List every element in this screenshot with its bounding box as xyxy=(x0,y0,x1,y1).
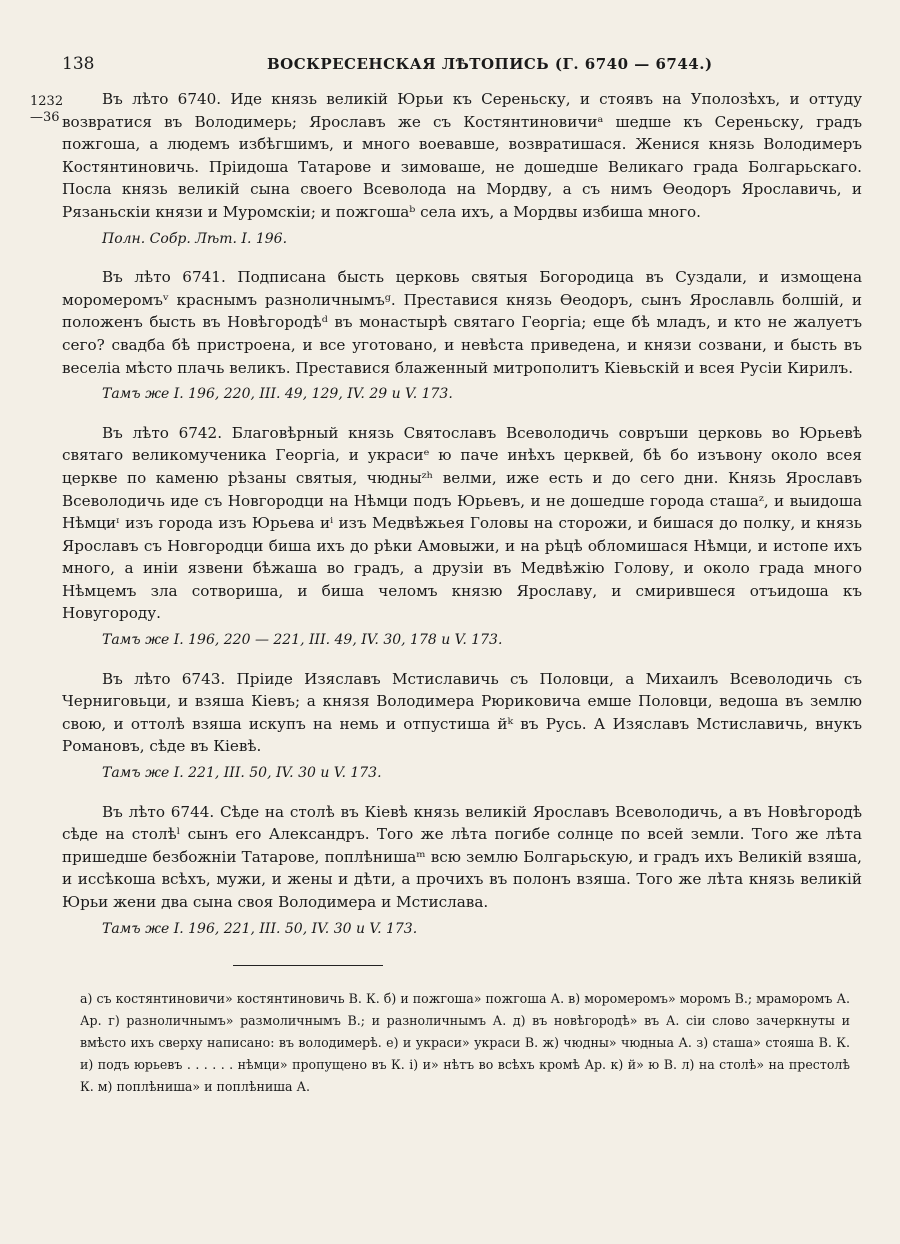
entry-6743 xyxy=(62,668,862,785)
entry-6744 xyxy=(62,801,862,941)
entry-text: Въ лѣто 6743. Пріиде Изяславъ Мстиславичь съ Половци, а Михаилъ Всеволодичь съ Черниговьци, и взяша Кіевъ; а князя Володимера Рюриковича емше Половци, ведоша въ землю свою, и оттолѣ взяша искупъ на немь и отпустиша йᵏ въ Русь. А Изяславъ Мстиславичь, внукъ Романовъ, сѣде въ Кіевѣ. xyxy=(62,669,862,756)
chronicle-text xyxy=(62,88,862,956)
footnote-text: а) съ костянтиновичи» костянтиновичь В. К. б) и пожгоша» пожгоша А. в) моромеромъ» моромъ В.; мраморомъ А. Ар. г) разноличнымъ» размоличнымъ В.; и разноличнымъ А. д) въ новѣгородѣ» въ А. сіи слово зачеркнуты и вмѣсто ихъ сверху написано: въ володимерѣ. е) и украси» украси В. ж) чюдны» чюдныа А. з) сташа» стояша В. К. и) подъ юрьевъ . . . . . . нѣмци» пропущено въ К. і) и» нѣтъ во всѣхъ кромѣ Ар. к) й» ю В. л) на столѣ» на престолѣ К. м) поплѣниша» и поплѣниша А. xyxy=(80,991,850,1094)
entry-6740 xyxy=(62,88,862,250)
entry-text: Въ лѣто 6742. Благовѣрный князь Святославъ Всеволодичь совръши церковь во Юрьевѣ святаго великомученика Георгіа, и украсиᵉ ю паче инѣхъ церквей, бѣ бо изъвону около всея церкве по каменю рѣзаны святыя, чюдныᶻʰ велми, иже есть и до сего дни. Князь Ярославъ Всеволодичь иде съ Новгородци на Нѣмци подъ Юрьевъ, и не дошедше города сташаᶻ, и выидоша Нѣмциᶦ изъ города изъ Юрьева иⁱ изъ Медвѣжьея Головы на сторожи, и бишася до полку, и князь Ярославъ съ Новгородци биша ихъ до рѣки Амовыжи, и на рѣцѣ обломишася Нѣмци, и истопе ихъ много, а иніи язвени бѣжаша во градъ, а друзіи въ Медвѣжію Голову, и около града много Нѣмцемъ зла сотвориша, и биша челомъ князю Ярославу, и смирившеся отъидоша къ Новугороду. xyxy=(62,423,862,623)
margin-year-end: —36 xyxy=(30,110,60,125)
page-header xyxy=(62,54,860,78)
entry-reference: Полн. Собр. Лѣт. I. 196. xyxy=(102,230,288,247)
entry-text: Въ лѣто 6740. Иде князь великій Юрьи къ Сереньску, и стоявъ на Уполозѣхъ, и оттуду возвратися въ Володимерь; Ярославъ же съ Костянтиновичиᵃ шедше къ Сереньску, градъ пожгоша, а людемъ избѣгшимъ, и много воевавше, возвратишася. Женися князь Володимеръ Костянтиновичь. Пріидоша Татарове и зимоваше, не дошедше Великаго града Болгарьскаго. Посла князь великій сына своего Всеволода на Мордву, а съ нимъ Ѳеодоръ Ярославичь, и Рязаньскіи князи и Муромскіи; и пожгошаᵇ села ихъ, а Мордвы избиша много. xyxy=(62,90,862,221)
page-number: 138 xyxy=(62,54,95,74)
margin-year-start: 1232 xyxy=(30,94,64,109)
entry-reference: Тамъ же I. 196, 220, III. 49, 129, IV. 29 и V. 173. xyxy=(102,386,453,403)
footnotes xyxy=(80,988,850,1098)
running-title: ВОСКРЕСЕНСКАЯ ЛѢТОПИСЬ (Г. 6740 — 6744.) xyxy=(267,55,713,73)
margin-year-range xyxy=(30,94,63,126)
entry-reference: Тамъ же I. 221, III. 50, IV. 30 и V. 173. xyxy=(102,765,382,782)
entry-text: Въ лѣто 6741. Подписана бысть церковь святыя Богородица въ Суздали, и измощена моромеромъᵛ краснымъ разноличнымъᵍ. Преставися князь Ѳеодоръ, сынъ Ярославль болшій, и положенъ бысть въ Новѣгородѣᵈ въ монастырѣ святаго Георгіа; еще бѣ младъ, и кто не жалуетъ сего? свадба бѣ пристроена, и все уготовано, и невѣста приведена, и князи созвани, и бысть въ веселіа мѣсто плачь великъ. Преставися блаженный митрополитъ Кіевьскій и всея Русіи Кирилъ. xyxy=(62,268,862,377)
entry-reference: Тамъ же I. 196, 221, III. 50, IV. 30 и V. 173. xyxy=(102,920,418,937)
footnote-divider xyxy=(233,965,383,966)
entry-6741 xyxy=(62,266,862,406)
entry-reference: Тамъ же I. 196, 220 — 221, III. 49, IV. 30, 178 и V. 173. xyxy=(102,632,503,649)
entry-6742 xyxy=(62,422,862,652)
entry-text: Въ лѣто 6744. Сѣде на столѣ въ Кіевѣ князь великій Ярославъ Всеволодичь, а въ Новѣгородѣ сѣде на столѣˡ сынъ его Александръ. Того же лѣта погибе солнце по всей земли. Того же лѣта пришедше безбожніи Татарове, поплѣнишаᵐ всю землю Болгарьскую, и градъ ихъ Великій взяша, и иссѣкоша всѣхъ, мужи, и жены и дѣти, а прочихъ въ полонъ взяша. Того же лѣта князь великій Юрьи жени два сына своя Володимера и Мстислава. xyxy=(62,802,862,911)
